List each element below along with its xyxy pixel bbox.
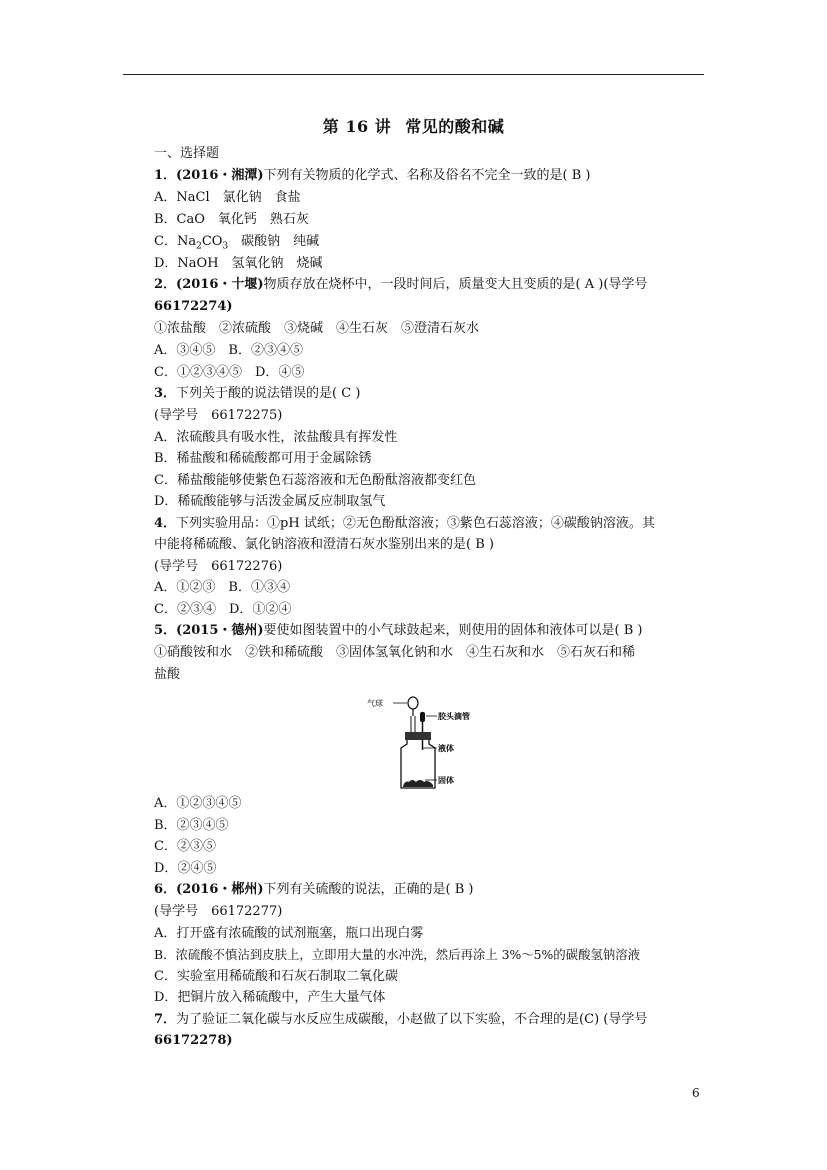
question-3-option-d: D．稀硫酸能够与活泼金属反应制取氢气 [154,494,386,509]
question-2-stem [154,275,647,295]
question-6-stem [154,880,474,900]
question-text: 为了验证二氧化碳与水反应生成碳酸，小赵做了以下实验，不合理的是(C) (导学号 [176,1012,648,1027]
dropper-bulb [420,712,425,722]
label-dropper: 胶头滴管 [438,712,470,721]
question-number: 5． [154,623,177,638]
subscript: 3 [222,241,229,252]
label-liquid: 液体 [438,744,454,753]
question-4-code: (导学号 66172276) [154,559,283,574]
formula-part: CO [201,234,223,249]
question-6-code: (导学号 66172277) [154,904,283,919]
label-balloon: 气球 [367,699,383,708]
question-4-options-cd: C．②③④ D．①②④ [154,602,292,617]
subscript: 2 [196,241,202,252]
question-text: 要使如图装置中的小气球鼓起来，则使用的固体和液体可以是( B ) [263,623,643,638]
balloon-shape [408,697,418,709]
label-solid: 固体 [438,776,454,785]
question-5-option-c: C．②③⑤ [154,839,216,854]
question-number: 2． [154,277,177,292]
question-3-stem [154,384,360,404]
question-5-stem [154,621,643,641]
question-2-code: 66172274) [154,299,233,314]
question-number: 7． [154,1012,177,1027]
header-rule [123,74,704,75]
question-number: 3． [154,386,177,401]
question-number: 4． [154,516,177,531]
question-number: 1． [154,168,177,183]
question-text: 下列实验用品：①pH 试纸；②无色酚酞溶液；③紫色石蕊溶液；④碳酸钠溶液。其 [176,516,655,531]
option-c-prefix: C．Na [154,234,197,249]
question-3-option-c: C．稀盐酸能够使紫色石蕊溶液和无色酚酞溶液都变红色 [154,473,476,488]
page-title [0,114,827,137]
section-heading: 一、选择题 [154,146,220,161]
question-text: 下列有关硫酸的说法，正确的是( B ) [263,882,474,897]
apparatus-figure [360,692,470,792]
stopper [405,732,431,740]
question-3-option-a: A．浓硫酸具有吸水性，浓盐酸具有挥发性 [154,430,398,445]
question-2-options-cd: C．①②③④⑤ D．④⑤ [154,365,305,380]
question-6-option-b: B．浓硫酸不慎沾到皮肤上，立即用大量的水冲洗，然后再涂上 3%～5%的碳酸氢钠溶液 [154,947,641,962]
question-4-stem [154,514,655,534]
question-4-options-ab: A．①②③ B．①③④ [154,580,290,595]
option-c-suffix: 碳酸钠 纯碱 [228,234,320,249]
question-text: 物质存放在烧杯中，一段时间后，质量变大且变质的是( A )(导学号 [263,277,648,292]
question-5-items: ①硝酸铵和水 ②铁和稀硫酸 ③固体氢氧化钠和水 ④生石灰和水 ⑤石灰石和稀 [154,645,636,660]
question-source: (2015・德州) [176,623,264,638]
question-5-option-d: D．②④⑤ [154,861,217,876]
question-6-option-d: D．把铜片放入稀硫酸中，产生大量气体 [154,990,386,1005]
question-text: 下列有关物质的化学式、名称及俗名不完全一致的是( B ) [263,168,591,183]
question-5-option-b: B．②③④⑤ [154,818,229,833]
lecture-title: 常见的酸和碱 [405,117,505,136]
question-4-stem-cont: 中能将稀硫酸、氯化钠溶液和澄清石灰水鉴别出来的是( B ) [154,537,494,552]
question-number: 6． [154,882,177,897]
solid-pile [403,780,433,787]
question-6-option-c: C．实验室用稀硫酸和石灰石制取二氧化碳 [154,969,398,984]
question-6-option-a: A．打开盛有浓硫酸的试剂瓶塞，瓶口出现白雾 [154,926,424,941]
question-1-stem [154,166,591,186]
question-1-option-b: B．CaO 氧化钙 熟石灰 [154,212,309,227]
question-3-code: (导学号 66172275) [154,408,283,423]
lecture-number: 第 16 讲 [322,117,392,136]
question-7-stem [154,1010,647,1030]
question-3-option-b: B．稀盐酸和稀硫酸都可用于金属除锈 [154,451,372,466]
question-2-items: ①浓盐酸 ②浓硫酸 ③烧碱 ④生石灰 ⑤澄清石灰水 [154,321,480,336]
question-1-option-a: A．NaCl 氯化钠 食盐 [154,190,301,205]
question-1-option-d: D．NaOH 氢氧化钠 烧碱 [154,256,323,271]
question-5-option-a: A．①②③④⑤ [154,796,242,811]
question-source: (2016・郴州) [176,882,264,897]
page-number: 6 [692,1086,700,1100]
question-source: (2016・十堰) [176,277,264,292]
question-5-items-cont: 盐酸 [154,667,181,682]
question-1-option-c [154,232,319,257]
question-2-options-ab: A．③④⑤ B．②③④⑤ [154,343,303,358]
question-7-code: 66172278) [154,1033,233,1048]
question-text: 下列关于酸的说法错误的是( C ) [176,386,361,401]
question-source: (2016・湘潭) [176,168,264,183]
